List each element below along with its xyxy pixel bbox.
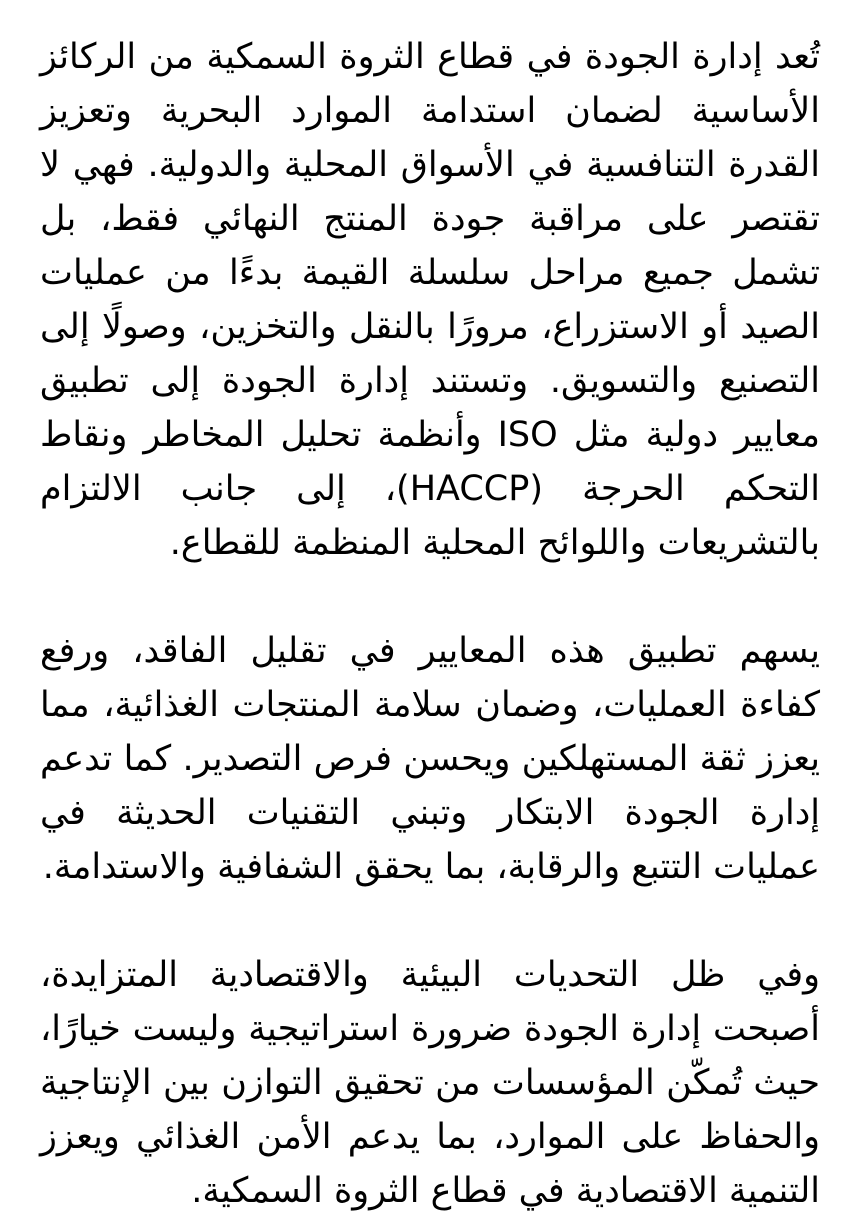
paragraph-quality-management-intro: تُعد إدارة الجودة في قطاع الثروة السمكية من الركائز الأساسية لضمان استدامة الموارد البحرية وتعزيز القدرة التنافسية في الأسواق المحلية والدولية. فهي لا تقتصر على مراقبة جودة المنتج النهائي فقط، بل تشمل جميع مراحل سلسلة القيمة بدءًا من عمليات الصيد أو الاستزراع، مرورًا بالنقل والتخزين، وصولًا إلى التصنيع والتسويق. وتستند إدارة الجودة إلى تطبيق معايير دولية مثل ISO وأنظمة تحليل المخاطر ونقاط التحكم الحرجة (HACCP)، إلى جانب الالتزام بالتشريعات واللوائح المحلية المنظمة للقطاع.	[40, 37, 820, 563]
paragraph-strategic-necessity: وفي ظل التحديات البيئية والاقتصادية المتزايدة، أصبحت إدارة الجودة ضرورة استراتيجية وليست خيارًا، حيث تُمكّن المؤسسات من تحقيق التوازن بين الإنتاجية والحفاظ على الموارد، بما يدعم الأمن الغذائي ويعزز التنمية الاقتصادية في قطاع الثروة السمكية.	[40, 955, 820, 1211]
paragraph-standards-benefits: يسهم تطبيق هذه المعايير في تقليل الفاقد، ورفع كفاءة العمليات، وضمان سلامة المنتجات الغذائية، مما يعزز ثقة المستهلكين ويحسن فرص التصدير. كما تدعم إدارة الجودة الابتكار وتبني التقنيات الحديثة في عمليات التتبع والرقابة، بما يحقق الشفافية والاستدامة.	[40, 631, 820, 887]
